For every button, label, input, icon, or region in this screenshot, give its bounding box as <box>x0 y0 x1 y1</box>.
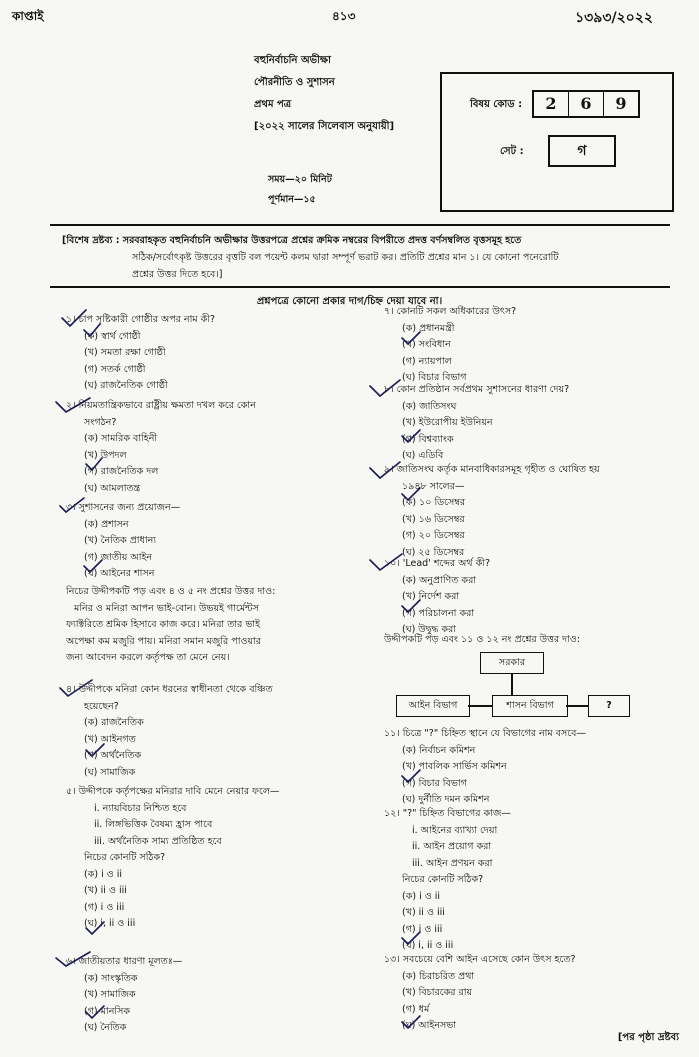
question-text-cont: সংগঠন? <box>84 416 117 428</box>
option[interactable]: (ক) চিরাচরিত প্রথা <box>402 970 475 982</box>
question-text: ৫। উদ্দীপকে কর্তৃপক্ষের মনিরার দাবি মেনে নেয়ার ফলে— <box>66 786 280 797</box>
header-left: কাপ্তাই <box>12 9 44 23</box>
option[interactable]: (ঘ) ২৫ ডিসেম্বর <box>402 546 465 558</box>
option[interactable]: (খ) সামাজিক <box>84 989 136 1000</box>
question-8 <box>384 382 569 465</box>
next-page-note: [পর পৃষ্ঠা দ্রষ্টব্য <box>617 1032 679 1043</box>
option[interactable]: (খ) নৈতিক প্রাধান্য <box>84 535 157 546</box>
option[interactable]: (গ) পরিচালনা করা <box>402 607 475 619</box>
question-text: ৪। উদ্দীপকে মনিরা কোন ধরনের স্বাধীনতা থেকে বঞ্চিত <box>66 684 273 695</box>
set-label: সেট : <box>500 146 524 157</box>
question-text: ৮। কোন প্রতিষ্ঠান সর্বপ্রথম সুশাসনের ধারণা দেয়? <box>384 384 570 395</box>
code-digit: 9 <box>615 94 627 113</box>
question-text: ৩। সুশাসনের জন্য প্রয়োজন— <box>66 502 181 513</box>
option[interactable]: (ক) প্রশাসন <box>84 518 129 530</box>
option[interactable]: (ক) i ও ii <box>402 890 441 902</box>
option[interactable]: (ঘ) নৈতিক <box>84 1022 127 1033</box>
exam-time: সময়—২০ মিনিট <box>268 174 332 185</box>
stimulus-2-intro <box>384 632 580 649</box>
option[interactable]: (ক) নির্বাচন কমিশন <box>402 744 476 756</box>
question-text: ১০। 'Lead' শব্দের অর্থ কী? <box>384 558 490 569</box>
option[interactable]: (খ) ii ও iii <box>84 885 127 896</box>
question-9 <box>384 462 600 561</box>
option[interactable]: (ঘ) সামাজিক <box>84 766 136 778</box>
special-note <box>62 232 672 283</box>
time-marks-block <box>268 170 332 210</box>
roman-item: i. ন্যায়বিচার নিশ্চিত হবে <box>94 802 187 814</box>
option[interactable]: (খ) আইনগত <box>84 733 136 745</box>
divider-top <box>50 224 670 226</box>
option[interactable]: (গ) i ও iii <box>402 923 443 935</box>
note-line: [বিশেষ দ্রষ্টব্য : সরবরাহকৃত বহুনির্বাচনি অভীক্ষার উত্তরপত্রে প্রশ্নের ক্রমিক নম্বরের বিপরীতে প্রদত্ত বর্ণসম্বলিত বৃত্তসমূহ হতে <box>62 235 522 246</box>
option[interactable]: (ক) ১০ ডিসেম্বর <box>402 497 466 508</box>
roman-item: ii. লিঙ্গভিত্তিক বৈষম্য হ্রাস পাবে <box>94 819 213 830</box>
option[interactable]: (গ) রাজনৈতিক দল <box>84 466 159 477</box>
option[interactable]: (খ) উপদল <box>84 449 127 461</box>
code-digit: 2 <box>534 92 569 116</box>
option[interactable]: (খ) নির্দেশ করা <box>402 591 460 602</box>
exam-type: বহুনির্বাচনি অভীক্ষা <box>254 55 331 66</box>
option[interactable]: (গ) i ও iii <box>84 901 125 913</box>
option[interactable]: (ঘ) আমলাতন্ত্র <box>84 482 141 494</box>
roman-item: ii. আইন প্রয়োগ করা <box>412 841 492 852</box>
question-6 <box>66 954 182 1037</box>
option[interactable]: (ক) রাজনৈতিক <box>84 717 144 728</box>
stimulus-intro: নিচের উদ্দীপকটি পড় এবং ৪ ও ৫ নং প্রশ্নের উত্তর দাও: <box>66 586 276 597</box>
question-4 <box>66 682 273 781</box>
page-number: ৪১৩ <box>332 9 356 23</box>
question-text: ১৩। সবচেয়ে বেশি আইন এসেছে কোন উৎস হতে? <box>384 954 576 965</box>
option[interactable]: (গ) বিশ্বব্যাংক <box>402 433 454 445</box>
warning-text: প্রশ্নপত্রে কোনো প্রকার দাগ/চিহ্ন দেয়া যাবে না। <box>256 296 443 307</box>
question-2 <box>66 398 256 497</box>
stimulus-line: জন্য আবেদন করলে কর্তৃপক্ষ তা মেনে নেয়। <box>66 652 230 663</box>
divider-note <box>50 286 670 288</box>
option[interactable]: (গ) মানসিক <box>84 1005 130 1017</box>
stimulus-intro: উদ্দীপকটি পড় এবং ১১ ও ১২ নং প্রশ্নের উত্তর দাও: <box>384 634 581 645</box>
which-correct: নিচের কোনটি সঠিক? <box>402 874 484 885</box>
question-12 <box>384 806 511 955</box>
option[interactable]: (খ) সংবিধান <box>402 339 451 350</box>
option[interactable]: (গ) ২০ ডিসেম্বর <box>402 530 465 541</box>
question-10 <box>384 556 490 639</box>
question-3 <box>66 500 180 583</box>
option[interactable]: (ঘ) এডিবি <box>402 450 444 461</box>
connector-line <box>511 673 513 695</box>
subject-code-label: বিষয় কোড : <box>470 99 523 110</box>
note-line: সঠিক/সর্বোৎকৃষ্ট উত্তরের বৃত্তটি বল পয়েন্ট কলম দ্বারা সম্পূর্ণ ভরাট কর। প্রতিটি প্রশ্নের মান ১। যে কোনো পনেরোটি <box>132 252 559 263</box>
option[interactable]: (ঘ) i, ii ও iii <box>402 940 454 951</box>
question-7 <box>384 304 516 387</box>
question-text: ৯। জাতিসংঘ কর্তৃক মানবাধিকারসমূহ গৃহীত ও ঘোষিত হয় <box>384 464 600 475</box>
question-text: ৭। কোনটি সকল অধিকারের উৎস? <box>384 306 517 317</box>
option[interactable]: (খ) ii ও iii <box>402 907 445 918</box>
set-value: গ <box>548 135 616 167</box>
option[interactable]: (ঘ) বিচার বিভাগ <box>402 372 467 383</box>
box-executive: শাসন বিভাগ <box>492 695 568 717</box>
roman-item: iii. আইন প্রণয়ন করা <box>412 857 493 869</box>
exam-subject: পৌরনীতি ও সুশাসন <box>254 77 335 88</box>
question-5 <box>66 784 279 933</box>
exam-syllabus: [২০২২ সালের সিলেবাস অনুযায়ী] <box>254 121 395 132</box>
box-legislature: আইন বিভাগ <box>396 695 470 717</box>
option[interactable]: (ঘ) আইনের শাসন <box>84 568 155 579</box>
exam-full-marks: পূর্ণমান—১৫ <box>268 194 316 205</box>
question-text: ৬। জাতীয়তার ধারণা মূলতঃ— <box>66 956 183 967</box>
option[interactable]: (ঘ) উদ্বুদ্ধ করা <box>402 624 456 635</box>
option[interactable]: (ক) প্রধানমন্ত্রী <box>402 322 455 334</box>
option[interactable]: (খ) ১৬ ডিসেম্বর <box>402 513 465 525</box>
option[interactable]: (গ) ধর্ম <box>402 1003 430 1015</box>
question-text-cont: ১৯৪৮ সালের— <box>402 480 465 492</box>
question-text: ১২। "?" চিহ্নিত বিভাগের কাজ— <box>384 808 511 819</box>
option[interactable]: (ক) i ও ii <box>84 868 123 880</box>
note-line: প্রশ্নের উত্তর দিতে হবে।] <box>132 269 223 280</box>
stimulus-line: ফ্যাক্টরিতে শ্রমিক হিসাবে কাজ করে। মনিরা তার ভাই <box>66 619 261 630</box>
option[interactable]: (খ) ইউরোপীয় ইউনিয়ন <box>402 417 493 428</box>
option[interactable]: (ঘ) আইনসভা <box>402 1020 457 1031</box>
option[interactable]: (ঘ) দুর্নীতি দমন কমিশন <box>402 794 490 805</box>
stimulus-line: মনির ও মনিরা আপন ভাই-বোন। উভয়ই গার্মেন্টস <box>74 602 259 614</box>
exam-title-block <box>254 50 394 138</box>
option[interactable]: (গ) ন্যায়পাল <box>402 355 452 367</box>
option[interactable]: (খ) বিচারকের রায় <box>402 987 473 998</box>
option[interactable]: (ঘ) রাজনৈতিক গোষ্ঠী <box>84 380 168 391</box>
option[interactable]: (গ) জাতীয় আইন <box>84 551 153 563</box>
option[interactable]: (ক) অনুপ্রাণিত করা <box>402 574 477 586</box>
option[interactable]: (ক) সামরিক বাহিনী <box>84 433 158 444</box>
question-1 <box>66 312 215 395</box>
option[interactable]: (ক) সাংস্কৃতিক <box>84 972 138 984</box>
option[interactable]: (গ) অর্থনৈতিক <box>84 750 142 761</box>
box-unknown: ? <box>588 695 630 717</box>
question-text: ১১। চিত্রে "?" চিহ্নিত স্থানে যে বিভাগের নাম বসবে— <box>384 728 586 739</box>
option[interactable]: (খ) সমতা রক্ষা গোষ্ঠী <box>84 347 166 358</box>
option[interactable]: (ক) জাতিসংঘ <box>402 400 457 412</box>
option[interactable]: (ঘ) i, ii ও iii <box>84 918 136 929</box>
option[interactable]: (গ) সতর্ক গোষ্ঠী <box>84 363 146 375</box>
roman-item: i. আইনের ব্যাখ্যা দেয়া <box>412 824 498 836</box>
option[interactable]: (গ) বিচার বিভাগ <box>402 777 467 789</box>
connector-line <box>566 705 588 707</box>
stimulus-1 <box>66 584 275 667</box>
question-11 <box>384 726 586 809</box>
roman-item: iii. অর্থনৈতিক সাম্য প্রতিষ্ঠিত হবে <box>94 835 222 847</box>
subject-code-digits <box>532 90 640 118</box>
option[interactable]: (খ) পাবলিক সার্ভিস কমিশন <box>402 761 507 772</box>
which-correct: নিচের কোনটি সঠিক? <box>84 852 166 863</box>
option[interactable]: (ক) স্বার্থ গোষ্ঠী <box>84 330 141 342</box>
header-code: ১৩৯৩/২০২২ <box>575 10 653 26</box>
exam-paper: প্রথম পত্র <box>254 99 292 110</box>
question-text: ১। চাপ সৃষ্টিকারী গোষ্ঠীর অপর নাম কী? <box>66 314 216 325</box>
connector-line <box>468 705 492 707</box>
stimulus-line: অপেক্ষা কম মজুরি পায়। মনিরা সমান মজুরি পাওয়ার <box>66 635 262 647</box>
question-text: ২। নিয়মতান্ত্রিকভাবে রাষ্ট্রীয় ক্ষমতা দখল করে কোন <box>66 400 256 411</box>
code-digit: 6 <box>569 92 604 116</box>
question-text-cont: হয়েছেন? <box>84 700 119 712</box>
question-13 <box>384 952 576 1035</box>
box-government: সরকার <box>480 652 544 674</box>
